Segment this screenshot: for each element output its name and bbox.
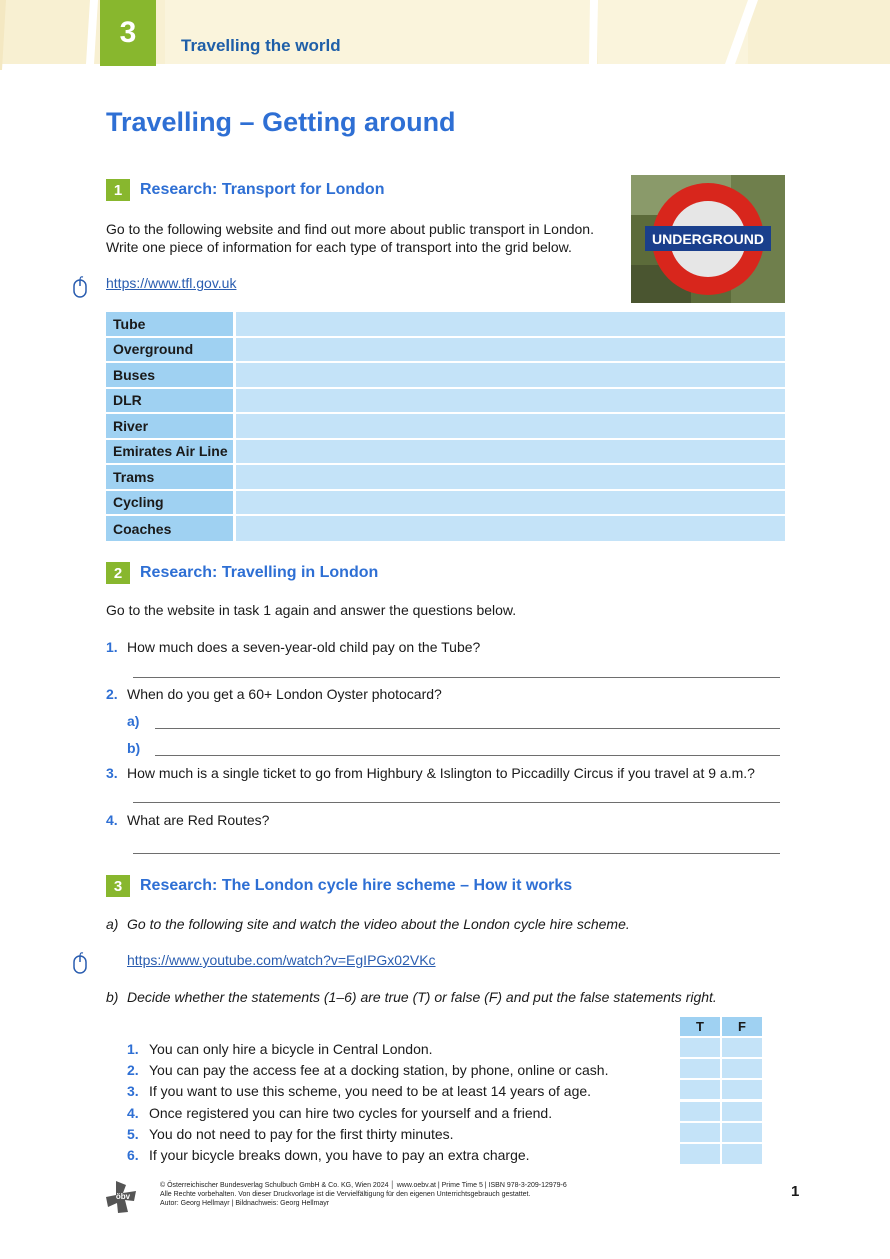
true-checkbox-6[interactable] [680, 1144, 720, 1164]
part-label: a) [106, 916, 119, 932]
table-row [106, 312, 785, 336]
part-instructions: Decide whether the statements (1–6) are true (T) or false (F) and put the false statements right. [127, 989, 717, 1005]
page-title: Travelling – Getting around [106, 107, 456, 137]
question-text: How much is a single ticket to go from Highbury & Islington to Piccadilly Circus if you travel at 9 a.m.? [127, 765, 755, 781]
statement-text: If you want to use this scheme, you need to be at least 14 years of age. [149, 1083, 592, 1099]
answer-cell[interactable] [236, 440, 785, 464]
answer-cell[interactable] [236, 338, 785, 362]
false-checkbox-2[interactable] [722, 1059, 762, 1078]
answer-cell[interactable] [236, 414, 785, 438]
table-row [106, 363, 785, 387]
question-number: 2. [106, 686, 118, 702]
row-label: Emirates Air Line [106, 440, 233, 464]
statement-number: 2. [127, 1062, 139, 1078]
answer-line[interactable] [133, 677, 780, 678]
publisher-logo [106, 1179, 140, 1215]
statement-text: You can pay the access fee at a docking station, by phone, online or cash. [149, 1062, 609, 1078]
question-number: 1. [106, 639, 118, 655]
tfl-link[interactable]: https://www.tfl.gov.uk [106, 275, 237, 291]
false-checkbox-6[interactable] [722, 1144, 762, 1164]
footer-copyright: © Österreichischer Bundesverlag Schulbuch GmbH & Co. KG, Wien 2024 │ www.oebv.at | Prime Time 5 | ISBN 978-3-209-12979-6 [160, 1182, 567, 1189]
task-intro: Go to the website in task 1 again and answer the questions below. [106, 602, 517, 618]
row-label: River [106, 414, 233, 438]
row-label: Trams [106, 465, 233, 489]
table-row [106, 465, 785, 489]
task-title: Research: Travelling in London [140, 564, 379, 581]
answer-line[interactable] [155, 728, 780, 729]
statement-number: 5. [127, 1126, 139, 1142]
sub-question-label: a) [127, 713, 140, 729]
true-checkbox-2[interactable] [680, 1059, 720, 1078]
sub-question-label: b) [127, 740, 141, 756]
row-label: Tube [106, 312, 233, 336]
task-number-badge: 3 [106, 875, 130, 897]
false-checkbox-4[interactable] [722, 1102, 762, 1121]
task-number-badge: 2 [106, 562, 130, 584]
table-row [106, 440, 785, 464]
answer-line[interactable] [155, 755, 780, 756]
task-number-badge: 1 [106, 179, 130, 201]
false-checkbox-5[interactable] [722, 1123, 762, 1142]
unit-number-badge: 3 [100, 0, 156, 66]
true-checkbox-1[interactable] [680, 1038, 720, 1057]
mouse-icon [72, 952, 88, 974]
youtube-link[interactable]: https://www.youtube.com/watch?v=EgIPGx02VKc [127, 952, 436, 968]
true-checkbox-3[interactable] [680, 1080, 720, 1099]
table-row [106, 338, 785, 362]
question-text: How much does a seven-year-old child pay on the Tube? [127, 639, 481, 655]
statement-number: 3. [127, 1083, 139, 1099]
answer-line[interactable] [133, 802, 780, 803]
false-checkbox-3[interactable] [722, 1080, 762, 1099]
task-title: Research: Transport for London [140, 181, 385, 198]
transport-grid [106, 312, 785, 543]
part-label: b) [106, 989, 119, 1005]
table-row [106, 414, 785, 438]
statement-text: Once registered you can hire two cycles for yourself and a friend. [149, 1105, 553, 1121]
answer-cell[interactable] [236, 312, 785, 336]
answer-cell[interactable] [236, 363, 785, 387]
row-label: Overground [106, 338, 233, 362]
row-label: DLR [106, 389, 233, 413]
statement-number: 4. [127, 1105, 139, 1121]
question-text: What are Red Routes? [127, 812, 270, 828]
false-column-header: F [722, 1017, 762, 1036]
part-instructions: Go to the following site and watch the video about the London cycle hire scheme. [127, 916, 630, 932]
page-number: 1 [791, 1183, 800, 1200]
statement-text: You do not need to pay for the first thirty minutes. [149, 1126, 454, 1142]
answer-cell[interactable] [236, 491, 785, 515]
statement-text: If your bicycle breaks down, you have to pay an extra charge. [149, 1147, 530, 1163]
table-row [106, 389, 785, 413]
row-label: Coaches [106, 516, 233, 541]
task-instructions: Write one piece of information for each type of transport into the grid below. [106, 239, 572, 255]
answer-cell[interactable] [236, 465, 785, 489]
true-checkbox-5[interactable] [680, 1123, 720, 1142]
answer-cell[interactable] [236, 516, 785, 541]
row-label: Buses [106, 363, 233, 387]
table-row [106, 516, 785, 541]
false-checkbox-1[interactable] [722, 1038, 762, 1057]
answer-line[interactable] [133, 853, 780, 854]
sign-text: UNDERGROUND [652, 231, 764, 247]
answer-cell[interactable] [236, 389, 785, 413]
svg-text:öbv: öbv [115, 1192, 131, 1201]
footer-rights: Alle Rechte vorbehalten. Von dieser Druckvorlage ist die Vervielfältigung für den eigenen Unterrichtsgebrauch gestattet. [160, 1191, 531, 1198]
statement-number: 6. [127, 1147, 139, 1163]
underground-sign-photo [631, 175, 785, 303]
question-number: 4. [106, 812, 118, 828]
footer-author: Autor: Georg Hellmayr | Bildnachweis: Georg Hellmayr [160, 1200, 330, 1207]
task-title: Research: The London cycle hire scheme – How it works [140, 877, 573, 894]
table-row [106, 491, 785, 515]
true-column-header: T [680, 1017, 720, 1036]
true-checkbox-4[interactable] [680, 1102, 720, 1121]
mouse-icon [72, 276, 88, 298]
unit-title: Travelling the world [181, 36, 341, 55]
row-label: Cycling [106, 491, 233, 515]
task-instructions: Go to the following website and find out more about public transport in London. [106, 221, 594, 237]
statement-text: You can only hire a bicycle in Central London. [149, 1041, 433, 1057]
question-text: When do you get a 60+ London Oyster photocard? [127, 686, 442, 702]
statement-number: 1. [127, 1041, 139, 1057]
question-number: 3. [106, 765, 118, 781]
